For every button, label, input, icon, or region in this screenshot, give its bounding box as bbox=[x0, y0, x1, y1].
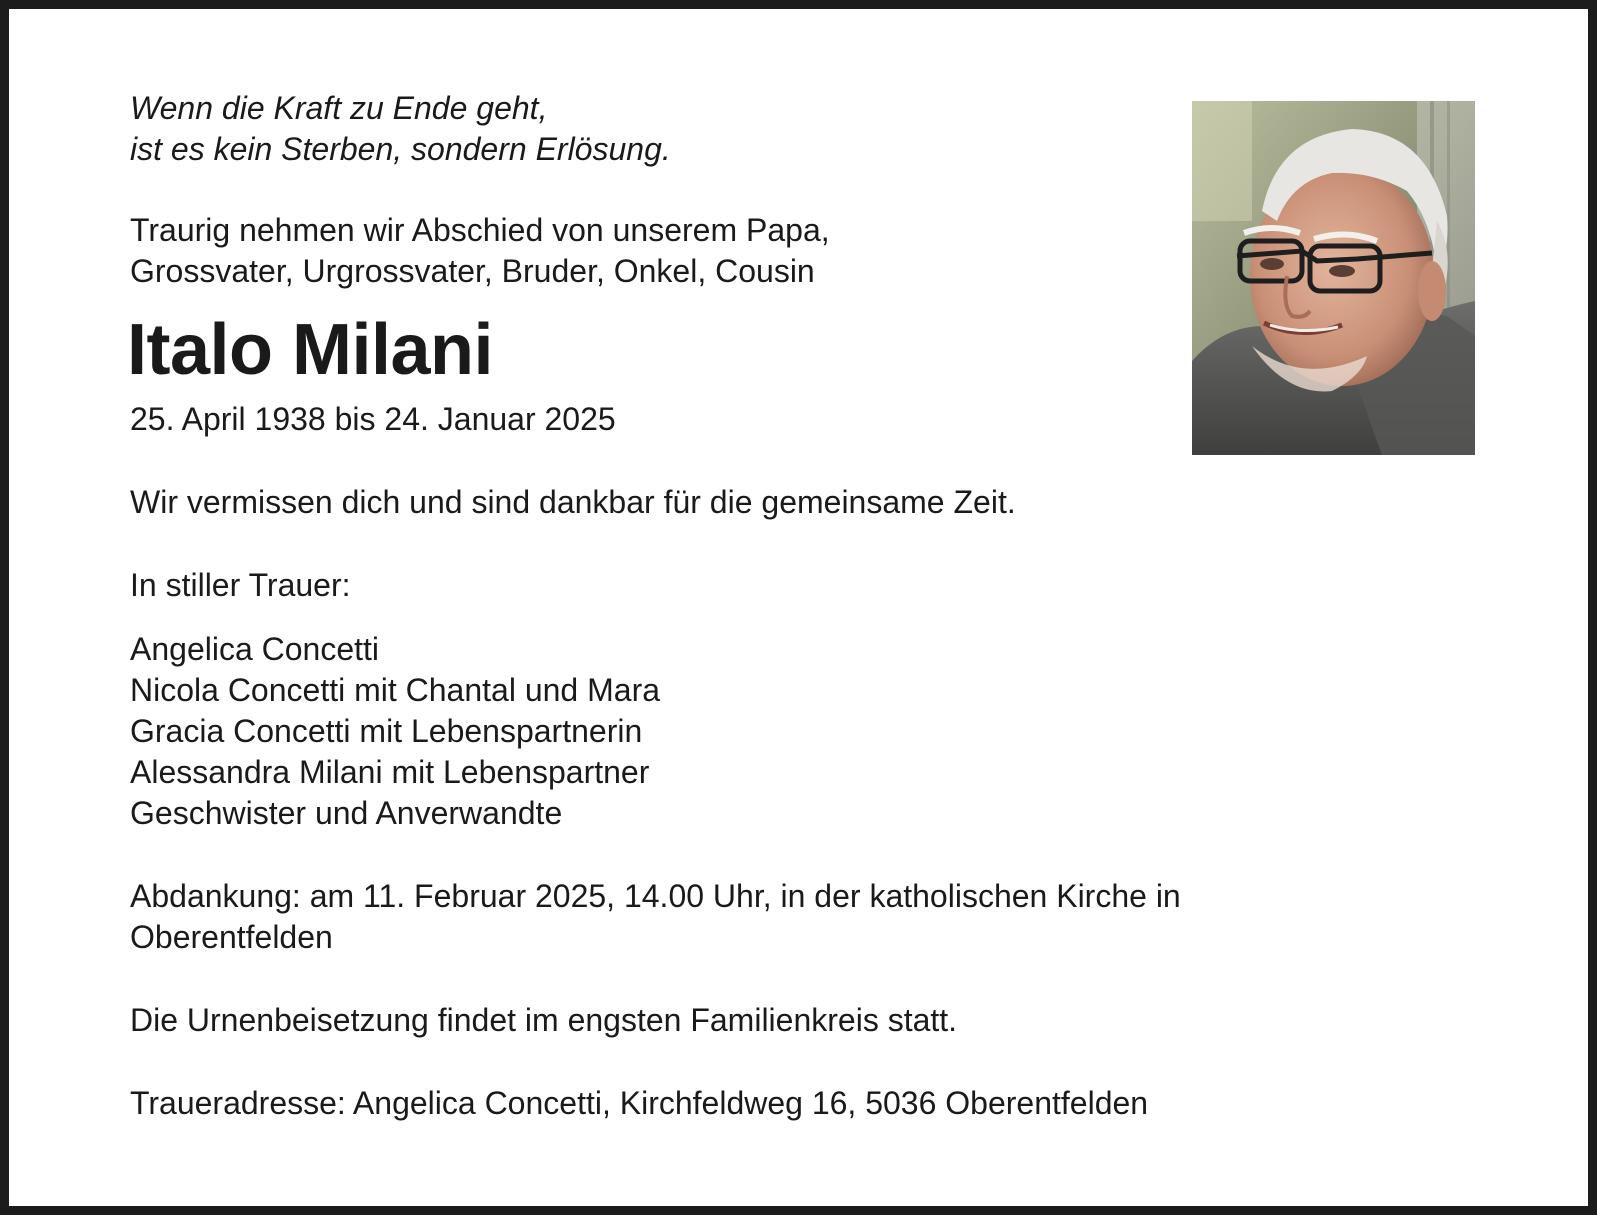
deceased-name: Italo Milani bbox=[127, 310, 494, 390]
portrait-illustration bbox=[1192, 101, 1475, 455]
mourner-name: Alessandra Milani mit Lebenspartner bbox=[130, 754, 650, 790]
farewell-message: Wir vermissen dich und sind dankbar für die gemeinsame Zeit. bbox=[130, 484, 1016, 520]
mourner-name: Nicola Concetti mit Chantal und Mara bbox=[130, 672, 661, 708]
mourning-address: Traueradresse: Angelica Concetti, Kirchfeldweg 16, 5036 Oberentfelden bbox=[130, 1085, 1149, 1121]
intro-line-1: Traurig nehmen wir Abschied von unserem Papa, bbox=[130, 212, 830, 248]
burial-info: Die Urnenbeisetzung findet im engsten Familienkreis statt. bbox=[130, 1002, 958, 1038]
motto-line-2: ist es kein Sterben, sondern Erlösung. bbox=[130, 131, 671, 167]
portrait-photo bbox=[1192, 101, 1475, 455]
motto-line-1: Wenn die Kraft zu Ende geht, bbox=[130, 90, 548, 126]
mourner-name: Gracia Concetti mit Lebenspartnerin bbox=[130, 713, 643, 749]
ceremony-info: Abdankung: am 11. Februar 2025, 14.00 Uhr, in der katholischen Kirche in Oberentfelden bbox=[130, 878, 1181, 955]
mourner-name: Geschwister und Anverwandte bbox=[130, 795, 563, 831]
intro-line-2: Grossvater, Urgrossvater, Bruder, Onkel, Cousin bbox=[130, 253, 815, 289]
life-dates: 25. April 1938 bis 24. Januar 2025 bbox=[130, 401, 616, 437]
mourner-name: Angelica Concetti bbox=[130, 631, 380, 667]
mourners-heading: In stiller Trauer: bbox=[130, 567, 351, 603]
mourners-list bbox=[130, 629, 1430, 834]
